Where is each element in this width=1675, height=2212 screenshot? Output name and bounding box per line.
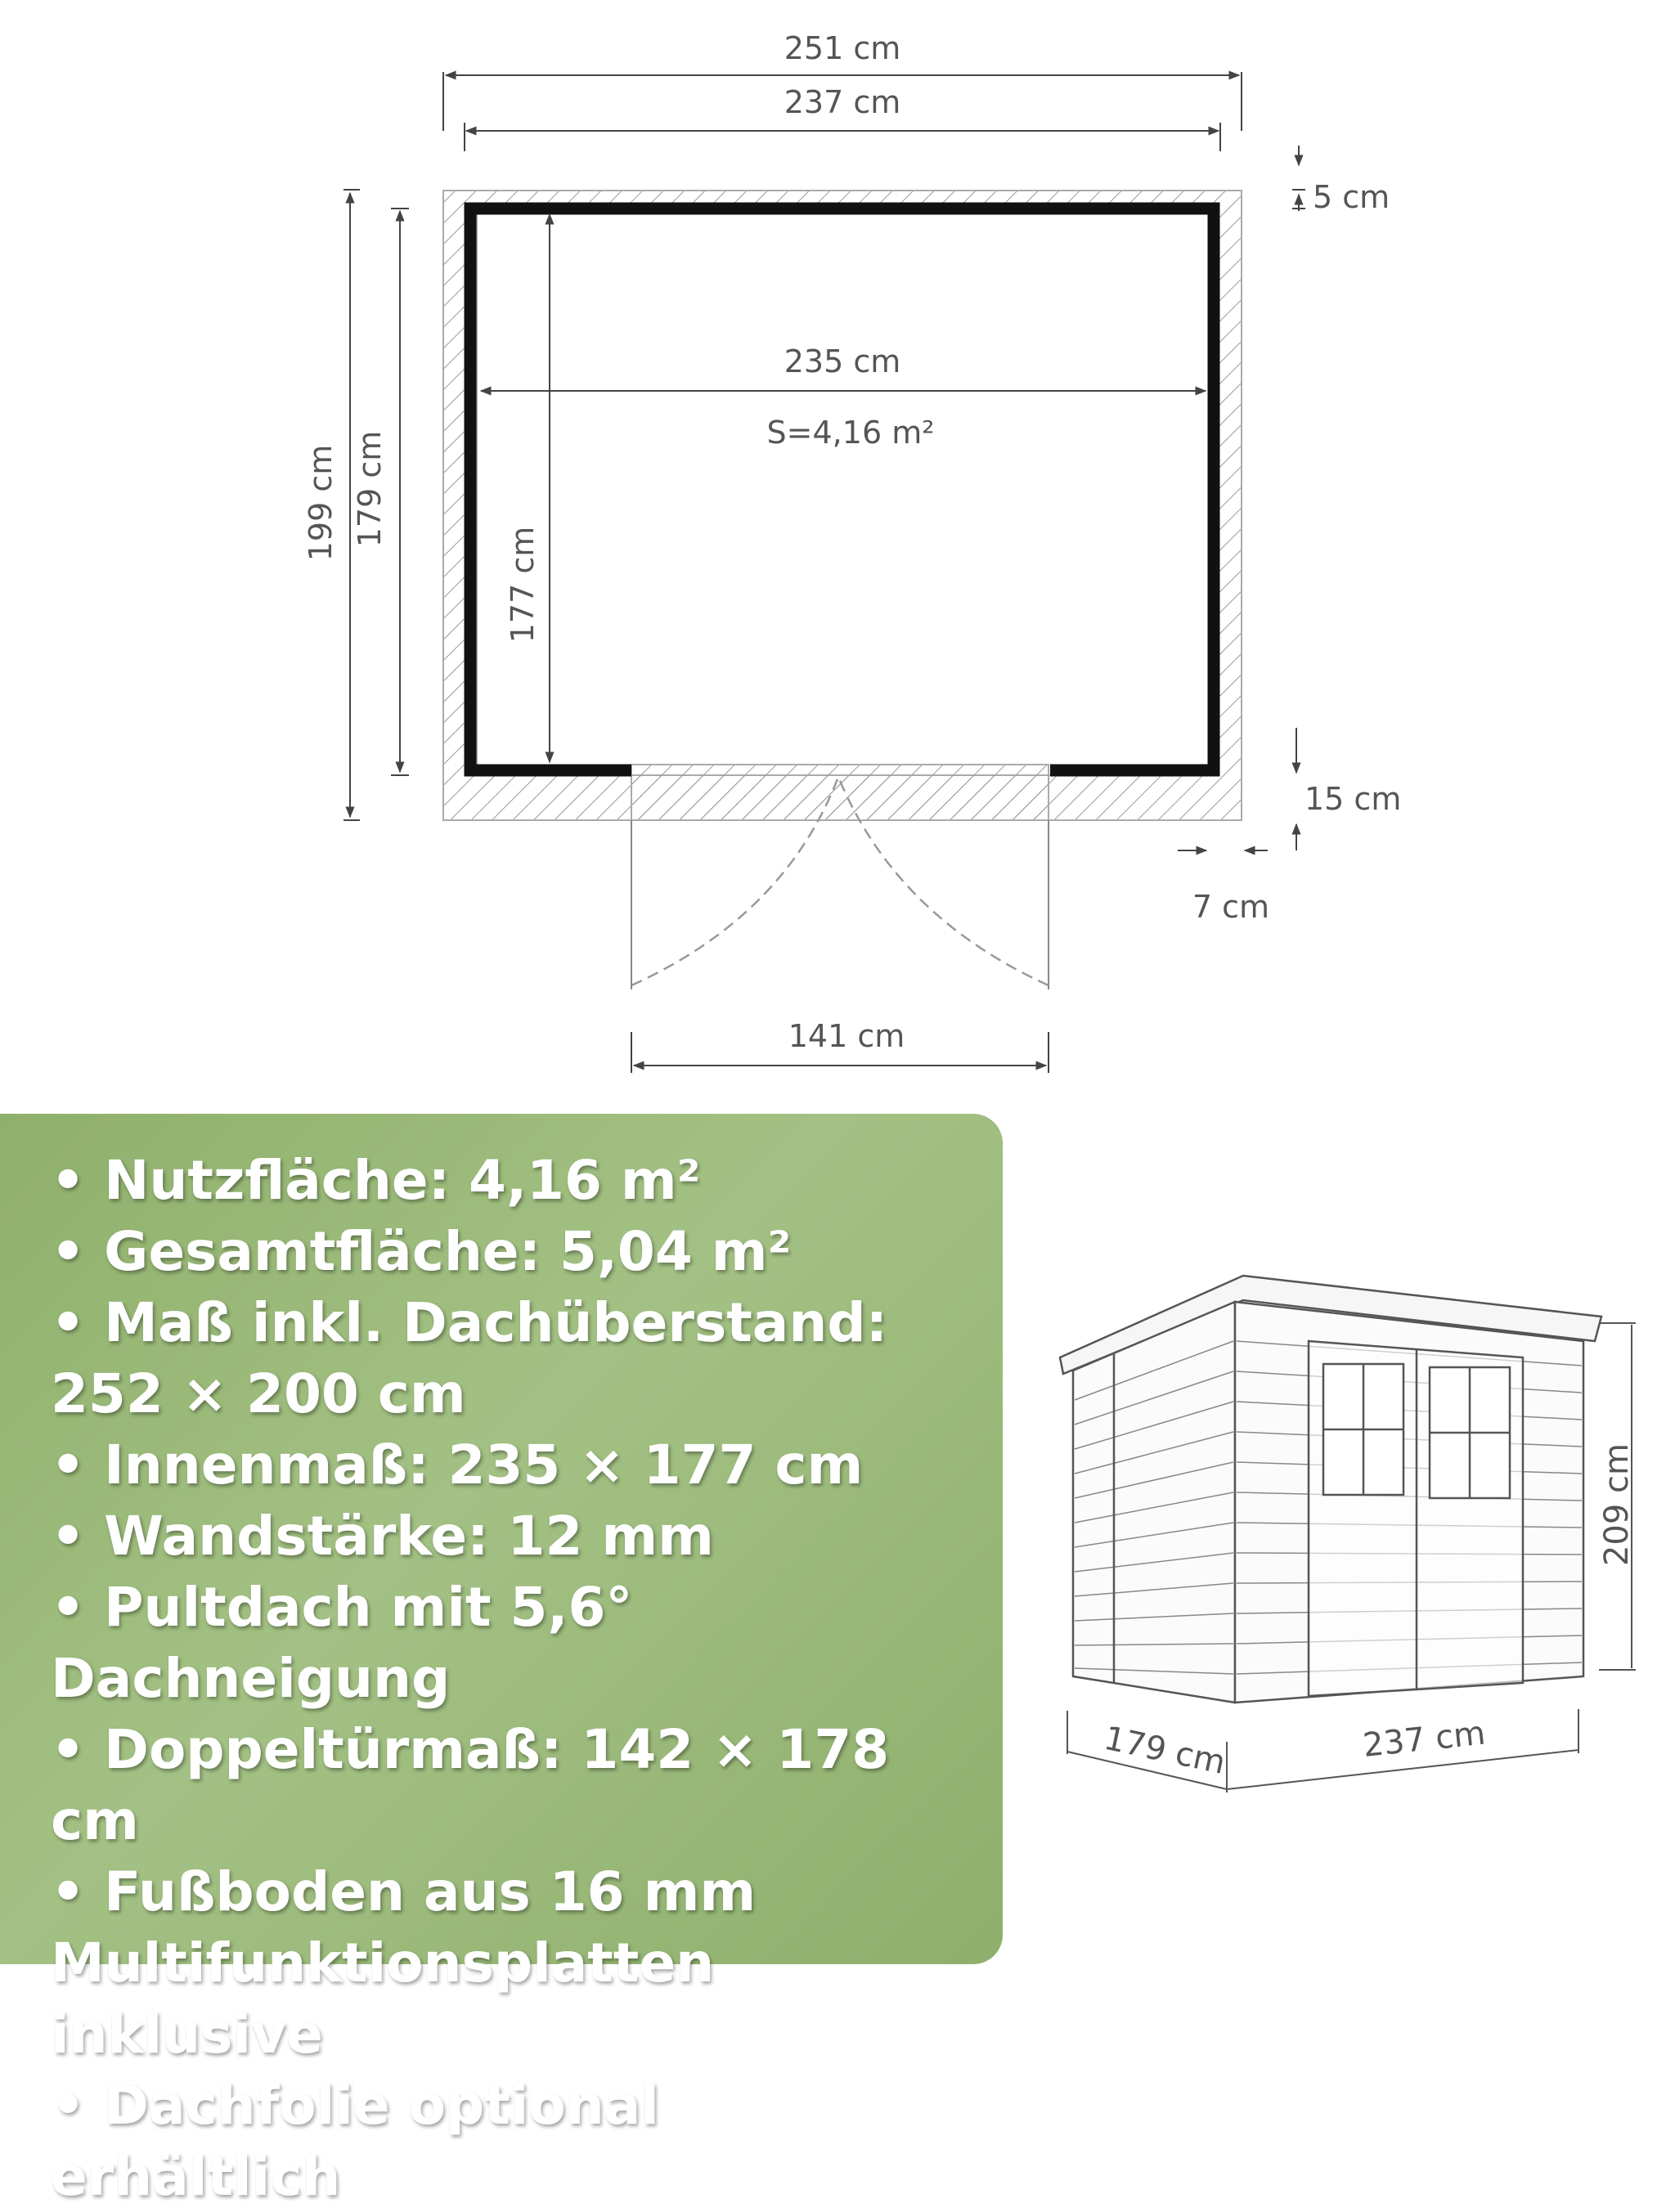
shed-height-label: 209 cm — [1598, 1443, 1636, 1567]
specs-list — [51, 1145, 950, 2212]
spec-roof-pitch: • Pultdach mit 5,6° Dachneigung — [51, 1576, 633, 1710]
spec-size-with-overhang: • Maß inkl. Dachüberstand: 252 × 200 cm — [51, 1291, 887, 1425]
shed-depth-label: 179 cm — [1100, 1719, 1229, 1782]
outer-depth-label: 179 cm — [352, 430, 388, 548]
roof-overhang-side-label: 7 cm — [1192, 889, 1270, 925]
roof-overhang-back-label: 5 cm — [1313, 179, 1390, 215]
shed-side-wall — [1073, 1302, 1235, 1703]
floor-plan-diagram — [0, 0, 1675, 1096]
shed-width-label: 237 cm — [1361, 1714, 1488, 1765]
shed-walls — [470, 209, 1214, 770]
inner-depth-label: 177 cm — [505, 526, 541, 644]
spec-double-door-size: • Doppeltürmaß: 142 × 178 cm — [51, 1718, 890, 1852]
roof-overhang-front-label: 15 cm — [1305, 781, 1402, 817]
spec-roof-foil: • Dachfolie optional erhältlich — [51, 2074, 659, 2208]
door-width-label: 141 cm — [788, 1018, 905, 1054]
door-threshold — [631, 765, 1049, 820]
outer-width-label: 237 cm — [784, 84, 901, 120]
total-depth-label: 199 cm — [303, 444, 339, 562]
spec-wall-thickness: • Wandstärke: 12 mm — [51, 1505, 714, 1568]
spec-inner-size: • Innenmaß: 235 × 177 cm — [51, 1434, 864, 1496]
shed-perspective-drawing — [1047, 1259, 1652, 1815]
total-width-label: 251 cm — [784, 30, 901, 66]
spec-usable-area: • Nutzfläche: 4,16 m² — [51, 1149, 701, 1212]
inner-width-label: 235 cm — [784, 343, 901, 379]
spec-floor: • Fußboden aus 16 mm Multifunktionsplatten inklusive — [51, 1860, 757, 2066]
roof-overhang-hatch — [443, 191, 1242, 820]
shed-double-door — [1309, 1341, 1523, 1696]
area-label: S=4,16 m² — [766, 415, 935, 451]
spec-total-area: • Gesamtfläche: 5,04 m² — [51, 1220, 792, 1283]
